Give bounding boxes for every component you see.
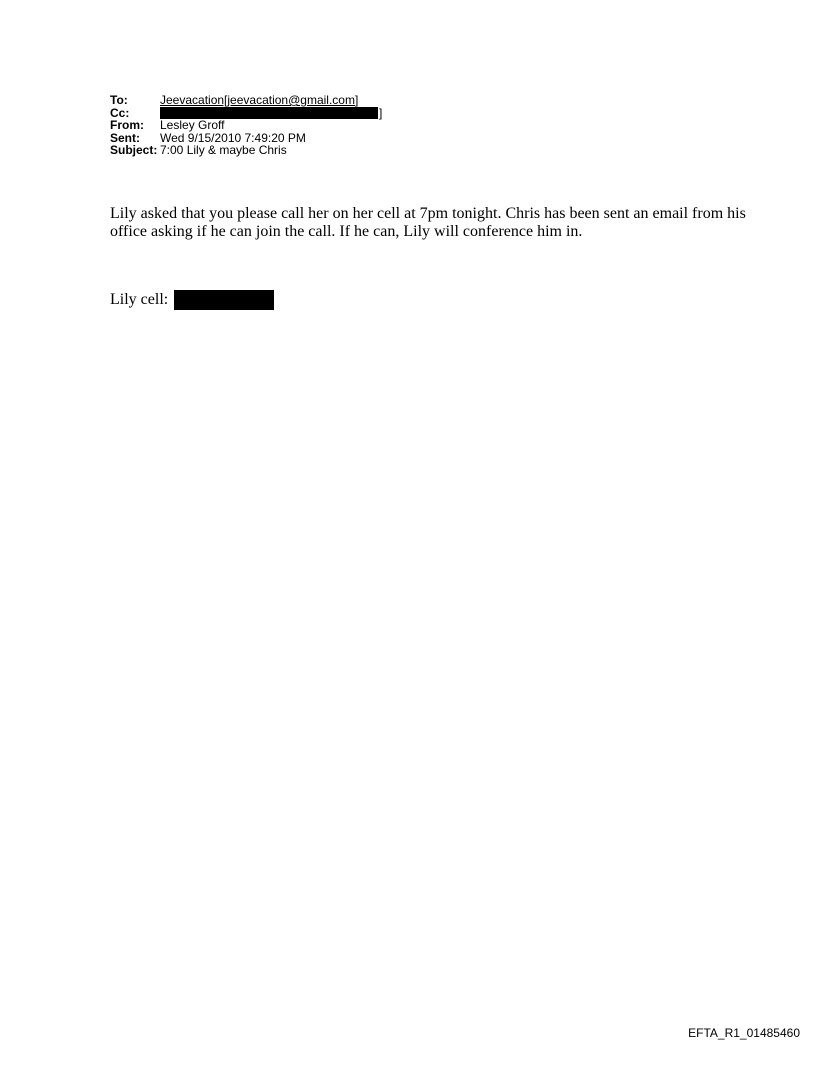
cell-line xyxy=(110,290,274,310)
document-id: EFTA_R1_01485460 xyxy=(688,1026,800,1040)
email-header xyxy=(110,94,382,157)
subject-row xyxy=(110,144,382,157)
subject-label: Subject: xyxy=(110,143,158,157)
subject-value: 7:00 Lily & maybe Chris xyxy=(160,143,287,157)
to-value: Jeevacation[jeevacation@gmail.com] xyxy=(160,93,359,107)
to-label: To: xyxy=(110,93,128,107)
cc-label: Cc: xyxy=(110,105,130,120)
from-row xyxy=(110,119,382,132)
cc-redaction-block xyxy=(160,107,378,119)
cc-trailing-bracket: ] xyxy=(379,105,383,120)
from-value: Lesley Groff xyxy=(160,118,225,132)
email-body xyxy=(110,205,750,241)
cell-label: Lily cell: xyxy=(110,291,169,308)
to-row xyxy=(110,94,382,107)
sent-value: Wed 9/15/2010 7:49:20 PM xyxy=(160,130,306,145)
cell-redaction-block xyxy=(174,290,274,310)
cc-row xyxy=(110,107,382,120)
sent-label: Sent: xyxy=(110,130,140,145)
body-paragraph: Lily asked that you please call her on her cell at 7pm tonight. Chris has been sent an email from his office asking if he can join the call. If he can, Lily will conference him in. xyxy=(110,205,746,240)
from-label: From: xyxy=(110,118,144,132)
